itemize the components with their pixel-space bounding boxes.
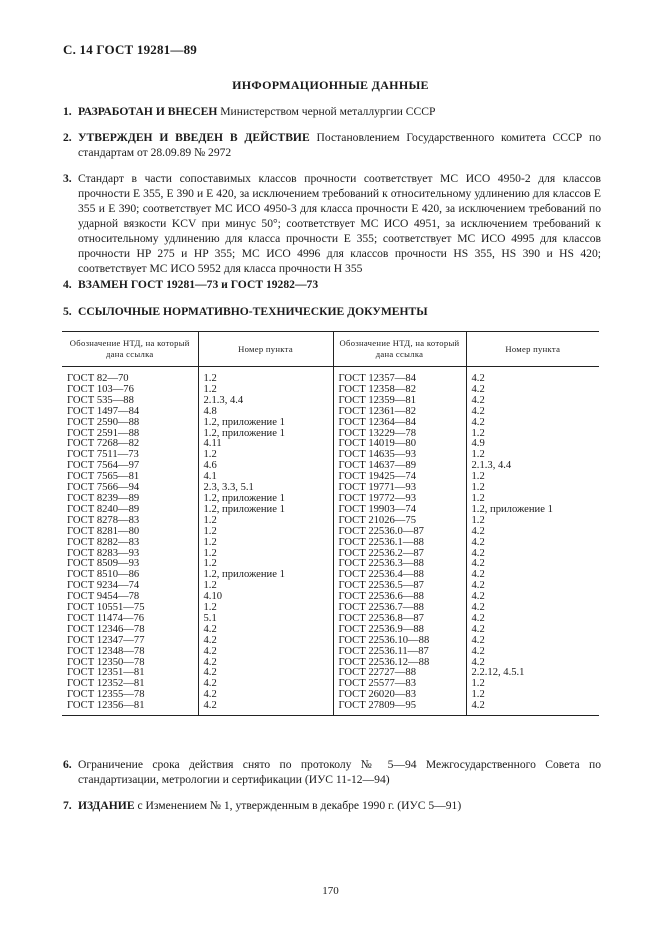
point-cell: 1.2, приложение 1 xyxy=(198,570,333,581)
item-lead: ИЗДАНИЕ xyxy=(78,799,135,812)
info-item-7 xyxy=(63,798,601,813)
doc-cell: ГОСТ 82—70 xyxy=(67,373,129,384)
point-cell: 4.2 xyxy=(466,625,599,636)
doc-cell: ГОСТ 22536.0—87 xyxy=(333,527,466,538)
doc-cell: ГОСТ 22536.4—88 xyxy=(333,570,466,581)
table-row xyxy=(62,472,599,483)
doc-cell: ГОСТ 19771—93 xyxy=(333,483,466,494)
table-row xyxy=(62,396,599,407)
point-cell: 4.2 xyxy=(198,668,333,679)
item-text: Министерством черной металлургии СССР xyxy=(220,105,436,118)
item-number: 4. xyxy=(63,278,72,291)
point-cell: 4.2 xyxy=(198,679,333,690)
point-cell: 4.2 xyxy=(466,658,599,669)
point-cell: 2.2.12, 4.5.1 xyxy=(466,668,599,679)
point-cell: 2.1.3, 4.4 xyxy=(466,461,599,472)
column-header-point: Номер пункта xyxy=(466,332,599,367)
table-row xyxy=(62,418,599,429)
doc-cell: ГОСТ 22536.1—88 xyxy=(333,538,466,549)
table-row xyxy=(62,505,599,516)
doc-cell: ГОСТ 26020—83 xyxy=(333,690,466,701)
point-cell: 1.2 xyxy=(198,581,333,592)
point-cell: 4.2 xyxy=(466,396,599,407)
point-cell: 4.2 xyxy=(466,559,599,570)
point-cell: 1.2, приложение 1 xyxy=(466,505,599,516)
point-cell: 1.2 xyxy=(198,603,333,614)
point-cell: 4.2 xyxy=(466,581,599,592)
info-item-6 xyxy=(63,757,601,787)
item-lead: РАЗРАБОТАН И ВНЕСЕН xyxy=(78,105,218,118)
doc-cell: ГОСТ 103—76 xyxy=(67,383,134,395)
doc-cell: ГОСТ 7565—81 xyxy=(67,471,140,483)
point-cell: 2.3, 3.3, 5.1 xyxy=(198,483,333,494)
point-cell: 4.2 xyxy=(198,658,333,669)
point-cell: 1.2 xyxy=(466,472,599,483)
doc-cell: ГОСТ 27809—95 xyxy=(333,701,466,715)
doc-cell: ГОСТ 8281—80 xyxy=(67,525,140,537)
doc-cell: ГОСТ 12351—81 xyxy=(67,667,145,679)
doc-cell: ГОСТ 19425—74 xyxy=(333,472,466,483)
point-cell: 4.2 xyxy=(466,538,599,549)
doc-cell: ГОСТ 22536.3—88 xyxy=(333,559,466,570)
point-cell: 1.2 xyxy=(198,538,333,549)
point-cell: 4.2 xyxy=(466,647,599,658)
point-cell: 5.1 xyxy=(198,614,333,625)
point-cell: 1.2, приложение 1 xyxy=(198,494,333,505)
item-lead: УТВЕРЖДЕН И ВВЕДЕН В ДЕЙСТВИЕ xyxy=(78,131,310,144)
item-text: с Изменением № 1, утвержденным в декабре 1990 г. (ИУС 5—91) xyxy=(137,799,462,812)
doc-cell: ГОСТ 19903—74 xyxy=(333,505,466,516)
doc-cell: ГОСТ 14637—89 xyxy=(333,461,466,472)
point-cell: 4.2 xyxy=(466,592,599,603)
doc-cell: ГОСТ 8240—89 xyxy=(67,503,140,515)
point-cell: 4.10 xyxy=(198,592,333,603)
doc-cell: ГОСТ 8282—83 xyxy=(67,536,140,548)
item-text: Постановлением Государственного комитета СССР по стандартам от 28.09.89 № 2972 xyxy=(78,131,601,159)
doc-cell: ГОСТ 22727—88 xyxy=(333,668,466,679)
point-cell: 1.2, приложение 1 xyxy=(198,429,333,440)
doc-cell: ГОСТ 19772—93 xyxy=(333,494,466,505)
table-row xyxy=(62,516,599,527)
table-row xyxy=(62,461,599,472)
table-row xyxy=(62,450,599,461)
point-cell: 1.2, приложение 1 xyxy=(198,505,333,516)
point-cell: 4.2 xyxy=(198,636,333,647)
doc-cell: ГОСТ 8283—93 xyxy=(67,547,140,559)
doc-cell: ГОСТ 9234—74 xyxy=(67,580,140,592)
doc-cell: ГОСТ 14635—93 xyxy=(333,450,466,461)
point-cell: 4.2 xyxy=(466,418,599,429)
doc-cell: ГОСТ 535—88 xyxy=(67,394,134,406)
doc-cell: ГОСТ 22536.10—88 xyxy=(333,636,466,647)
doc-cell: ГОСТ 11474—76 xyxy=(67,612,145,624)
doc-cell: ГОСТ 12357—84 xyxy=(333,367,466,385)
info-item-4 xyxy=(63,277,601,292)
doc-cell: ГОСТ 8239—89 xyxy=(67,492,140,504)
point-cell: 1.2 xyxy=(466,450,599,461)
doc-cell: ГОСТ 12364—84 xyxy=(333,418,466,429)
table-row xyxy=(62,483,599,494)
doc-cell: ГОСТ 22536.8—87 xyxy=(333,614,466,625)
doc-cell: ГОСТ 10551—75 xyxy=(67,602,145,614)
table-row xyxy=(62,527,599,538)
doc-cell: ГОСТ 1497—84 xyxy=(67,405,140,417)
table-row xyxy=(62,549,599,560)
point-cell: 1.2 xyxy=(466,516,599,527)
item-text: Ограничение срока действия снято по протоколу № 5—94 Межгосударственного Совета по стандартизации, метрологии и сертификации (ИУС 11-12—94) xyxy=(78,758,601,786)
point-cell: 1.2 xyxy=(198,549,333,560)
doc-cell: ГОСТ 12347—77 xyxy=(67,634,145,646)
doc-cell: ГОСТ 12358—82 xyxy=(333,385,466,396)
doc-cell: ГОСТ 12352—81 xyxy=(67,678,145,690)
doc-cell: ГОСТ 9454—78 xyxy=(67,591,140,603)
page-header: С. 14 ГОСТ 19281—89 xyxy=(63,42,197,57)
doc-cell: ГОСТ 22536.7—88 xyxy=(333,603,466,614)
point-cell: 1.2 xyxy=(198,516,333,527)
item-number: 7. xyxy=(63,799,72,812)
doc-cell: ГОСТ 7511—73 xyxy=(67,449,139,461)
point-cell: 1.2 xyxy=(466,679,599,690)
point-cell: 1.2 xyxy=(198,367,333,385)
doc-cell: ГОСТ 22536.9—88 xyxy=(333,625,466,636)
table-row xyxy=(62,407,599,418)
item-lead: ССЫЛОЧНЫЕ НОРМАТИВНО-ТЕХНИЧЕСКИЕ ДОКУМЕНТЫ xyxy=(78,305,428,318)
table-row xyxy=(62,385,599,396)
page-number: 170 xyxy=(322,885,339,897)
item-number: 1. xyxy=(63,105,72,118)
table-row xyxy=(62,538,599,549)
info-item-5 xyxy=(63,304,601,319)
doc-cell: ГОСТ 8278—83 xyxy=(67,514,140,526)
point-cell: 1.2 xyxy=(198,527,333,538)
item-text: Стандарт в части сопоставимых классов прочности соответствует МС ИСО 4950-2 для классов прочности Е 355, Е 390 и Е 420, за исключением требований к относительному удлинению для классов Е 355 и Е 390; соответствует МС ИСО 4950-3 для класса прочности Е 420, за исключением требований по ударной вязкости KCV при минус 50°; соответствует МС ИСО 4951, за исключением требований к относительному удлинению для класса прочности Е 355; соответствует МС ИСО 4995 для классов прочности HP 275 и HP 355; МС ИСО 4996 для классов прочности HS 355, HS 390 и HS 420; соответствует МС ИСО 5952 для класса прочности Н 355 xyxy=(78,172,601,275)
point-cell: 4.2 xyxy=(466,570,599,581)
point-cell: 4.2 xyxy=(466,701,599,715)
doc-cell: ГОСТ 14019—80 xyxy=(333,439,466,450)
item-number: 5. xyxy=(63,305,72,318)
references-table xyxy=(62,331,599,716)
point-cell: 4.2 xyxy=(198,690,333,701)
item-lead: ВЗАМЕН ГОСТ 19281—73 и ГОСТ 19282—73 xyxy=(78,278,319,291)
table-row xyxy=(62,367,599,385)
point-cell: 4.2 xyxy=(466,549,599,560)
doc-cell: ГОСТ 12361—82 xyxy=(333,407,466,418)
doc-cell: ГОСТ 22536.6—88 xyxy=(333,592,466,603)
point-cell: 1.2 xyxy=(198,559,333,570)
table-row xyxy=(62,647,599,658)
point-cell: 1.2 xyxy=(466,494,599,505)
doc-cell: ГОСТ 8509—93 xyxy=(67,558,140,570)
point-cell: 4.6 xyxy=(198,461,333,472)
column-header-doc: Обозначение НТД, на который дана ссылка xyxy=(62,332,198,367)
table-row xyxy=(62,429,599,440)
doc-cell: ГОСТ 7268—82 xyxy=(67,438,140,450)
point-cell: 4.2 xyxy=(198,647,333,658)
table-row xyxy=(62,581,599,592)
point-cell: 4.2 xyxy=(466,614,599,625)
doc-cell: ГОСТ 12356—81 xyxy=(62,701,198,715)
item-number: 3. xyxy=(63,172,72,185)
point-cell: 4.8 xyxy=(198,407,333,418)
point-cell: 4.1 xyxy=(198,472,333,483)
point-cell: 4.2 xyxy=(466,603,599,614)
point-cell: 1.2 xyxy=(198,385,333,396)
point-cell: 1.2 xyxy=(198,450,333,461)
table-row xyxy=(62,439,599,450)
point-cell: 1.2 xyxy=(466,690,599,701)
table-row xyxy=(62,570,599,581)
point-cell: 4.2 xyxy=(466,367,599,385)
column-header-doc: Обозначение НТД, на который дана ссылка xyxy=(333,332,466,367)
point-cell: 4.2 xyxy=(198,701,333,715)
table-row xyxy=(62,701,599,715)
doc-cell: ГОСТ 13229—78 xyxy=(333,429,466,440)
section-title: ИНФОРМАЦИОННЫЕ ДАННЫЕ xyxy=(232,78,429,92)
point-cell: 4.2 xyxy=(466,385,599,396)
doc-cell: ГОСТ 12350—78 xyxy=(67,656,145,668)
doc-cell: ГОСТ 12346—78 xyxy=(67,623,145,635)
doc-cell: ГОСТ 2591—88 xyxy=(67,427,140,439)
doc-cell: ГОСТ 12359—81 xyxy=(333,396,466,407)
doc-cell: ГОСТ 22536.2—87 xyxy=(333,549,466,560)
doc-cell: ГОСТ 2590—88 xyxy=(67,416,140,428)
point-cell: 4.2 xyxy=(466,636,599,647)
point-cell: 4.2 xyxy=(466,527,599,538)
doc-cell: ГОСТ 12355—78 xyxy=(67,689,145,701)
info-item-2 xyxy=(63,130,601,160)
point-cell: 4.11 xyxy=(198,439,333,450)
doc-cell: ГОСТ 7564—97 xyxy=(67,460,140,472)
doc-cell: ГОСТ 12348—78 xyxy=(67,645,145,657)
info-item-3 xyxy=(63,171,601,276)
doc-cell: ГОСТ 22536.12—88 xyxy=(333,658,466,669)
point-cell: 4.2 xyxy=(466,407,599,418)
doc-cell: ГОСТ 8510—86 xyxy=(67,569,140,581)
info-item-1 xyxy=(63,104,601,119)
doc-cell: ГОСТ 22536.5—87 xyxy=(333,581,466,592)
doc-cell: ГОСТ 22536.11—87 xyxy=(333,647,466,658)
point-cell: 1.2, приложение 1 xyxy=(198,418,333,429)
point-cell: 4.9 xyxy=(466,439,599,450)
doc-cell: ГОСТ 7566—94 xyxy=(67,482,140,494)
point-cell: 1.2 xyxy=(466,483,599,494)
table-header-row xyxy=(62,332,599,367)
point-cell: 2.1.3, 4.4 xyxy=(198,396,333,407)
doc-cell: ГОСТ 25577—83 xyxy=(333,679,466,690)
doc-cell: ГОСТ 21026—75 xyxy=(333,516,466,527)
column-header-point: Номер пункта xyxy=(198,332,333,367)
item-number: 2. xyxy=(63,131,72,144)
item-number: 6. xyxy=(63,758,72,771)
point-cell: 1.2 xyxy=(466,429,599,440)
point-cell: 4.2 xyxy=(198,625,333,636)
table-row xyxy=(62,559,599,570)
